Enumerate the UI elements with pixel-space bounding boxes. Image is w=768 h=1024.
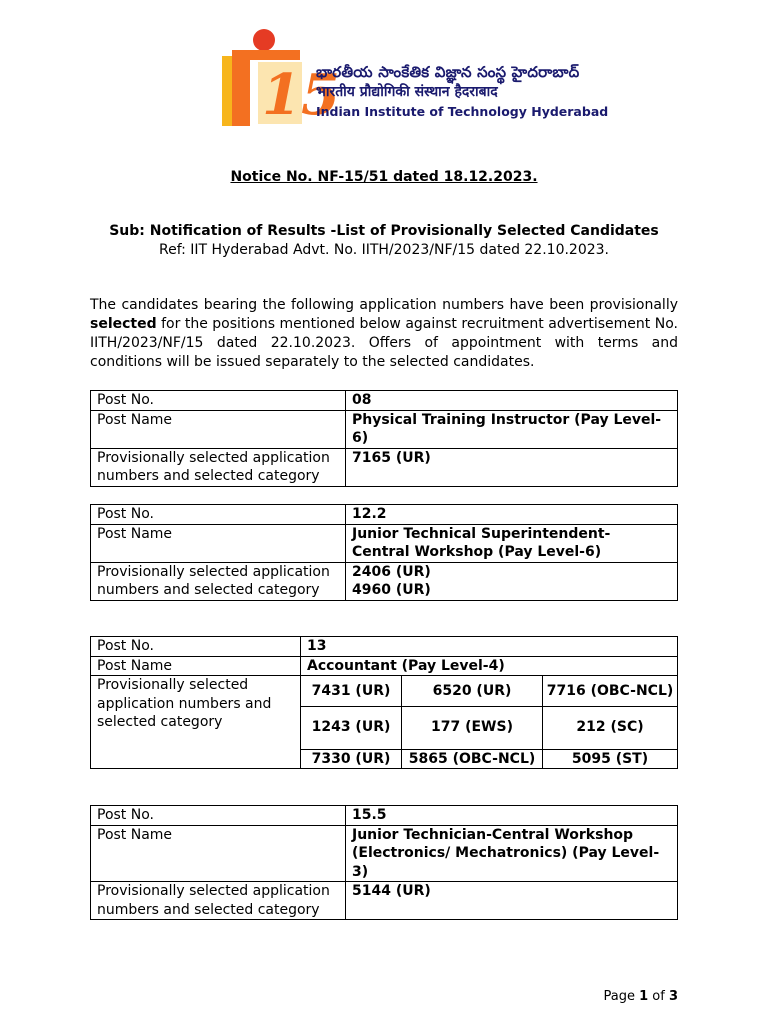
selected-application: 7330 (UR) [301,749,402,768]
selected-values [346,448,678,486]
page-total: 3 [668,989,678,1004]
post-no-value: 13 [301,637,678,657]
selected-values [346,882,678,920]
reference-line: Ref: IIT Hyderabad Advt. No. IITH/2023/NF/15 dated 22.10.2023. [158,242,610,258]
post-no-label: Post No. [91,637,301,657]
table-row [91,410,678,448]
selected-values-grid [301,676,678,769]
intro-text-after: for the positions mentioned below against recruitment advertisement No. IITH/2023/NF/15 dated 22.10.2023. Offers of appointment with terms and conditions will be issued separately to the selected candidates. [90,316,678,370]
of-word: of [652,989,665,1004]
table-row [91,448,678,486]
selected-application: 7716 (OBC-NCL) [543,676,678,706]
table-row [91,391,678,411]
iith-15-emblem-icon [218,28,340,128]
table-row [91,637,678,657]
selected-application: 2406 (UR) [352,563,431,580]
post-name-label: Post Name [91,825,346,882]
post-name-label: Post Name [91,656,301,676]
post-no-value: 08 [346,391,678,411]
post-table-12-2 [90,504,678,601]
selected-application: 4960 (UR) [352,582,431,598]
table-row [91,882,678,920]
grid-row [301,706,677,749]
institute-name-block [316,62,608,122]
grid-row [301,749,677,768]
post-table-13 [90,636,678,769]
post-no-value: 12.2 [346,505,678,525]
selected-application: 177 (EWS) [402,706,543,749]
table-row [91,676,678,769]
table-row [91,825,678,882]
selected-label: Provisionally selected application numbers and selected category [91,882,346,920]
notice-number: Notice No. NF-15/51 dated 18.12.2023. [230,169,538,185]
institute-name-english: Indian Institute of Technology Hyderabad [316,104,609,119]
selected-grid [301,676,677,768]
post-table-15-5 [90,805,678,920]
logo-numeral: 15 [262,62,340,128]
post-name-value: Physical Training Instructor (Pay Level-6) [346,410,678,448]
post-no-value: 15.5 [346,806,678,826]
post-no-label: Post No. [91,806,346,826]
post-name-value: Junior Technical Superintendent- Central Workshop (Pay Level-6) [346,524,678,562]
table-row [91,806,678,826]
table-row [91,524,678,562]
selected-application: 5095 (ST) [571,750,649,767]
intro-text-before: The candidates bearing the following application numbers have been provisionally [90,297,678,313]
post-name-label: Post Name [91,524,346,562]
page-number [603,988,678,1006]
post-name-value: Junior Technician-Central Workshop (Electronics/ Mechatronics) (Pay Level-3) [346,825,678,882]
subject-line: Sub: Notification of Results -List of Provisionally Selected Candidates [109,223,659,239]
post-name-label: Post Name [91,410,346,448]
selected-label: Provisionally selected application numbers and selected category [91,448,346,486]
intro-text-bold: selected [90,316,157,332]
selected-application: 5144 (UR) [352,883,431,899]
institute-name-telugu: భారతీయ సాంకేతిక విజ్ఞాన సంస్థ హైదరాబాద్ [316,63,580,81]
post-no-label: Post No. [91,391,346,411]
selected-application: 7165 (UR) [352,449,431,466]
table-row [91,562,678,600]
selected-application: 7431 (UR) [301,676,402,706]
page-word: Page [603,989,635,1004]
selected-label: Provisionally selected application numbers and selected category [91,562,346,600]
institute-name-hindi: भारतीय प्रौद्योगिकी संस्थान हैदराबाद [316,84,498,100]
iith-logo [218,28,609,128]
intro-paragraph [90,296,678,372]
selected-application: 212 (SC) [543,706,678,749]
page-current: 1 [639,989,649,1004]
post-table-08 [90,390,678,487]
selected-application: 1243 (UR) [301,706,402,749]
table-row [91,656,678,676]
selected-application: 5865 (OBC-NCL) [402,749,543,768]
post-name-value: Accountant (Pay Level-4) [301,656,678,676]
selected-label: Provisionally selected application numbers and selected category [91,676,301,769]
selected-values [346,562,678,600]
post-no-label: Post No. [91,505,346,525]
grid-row [301,676,677,706]
table-row [91,505,678,525]
selected-application: 6520 (UR) [402,676,543,706]
